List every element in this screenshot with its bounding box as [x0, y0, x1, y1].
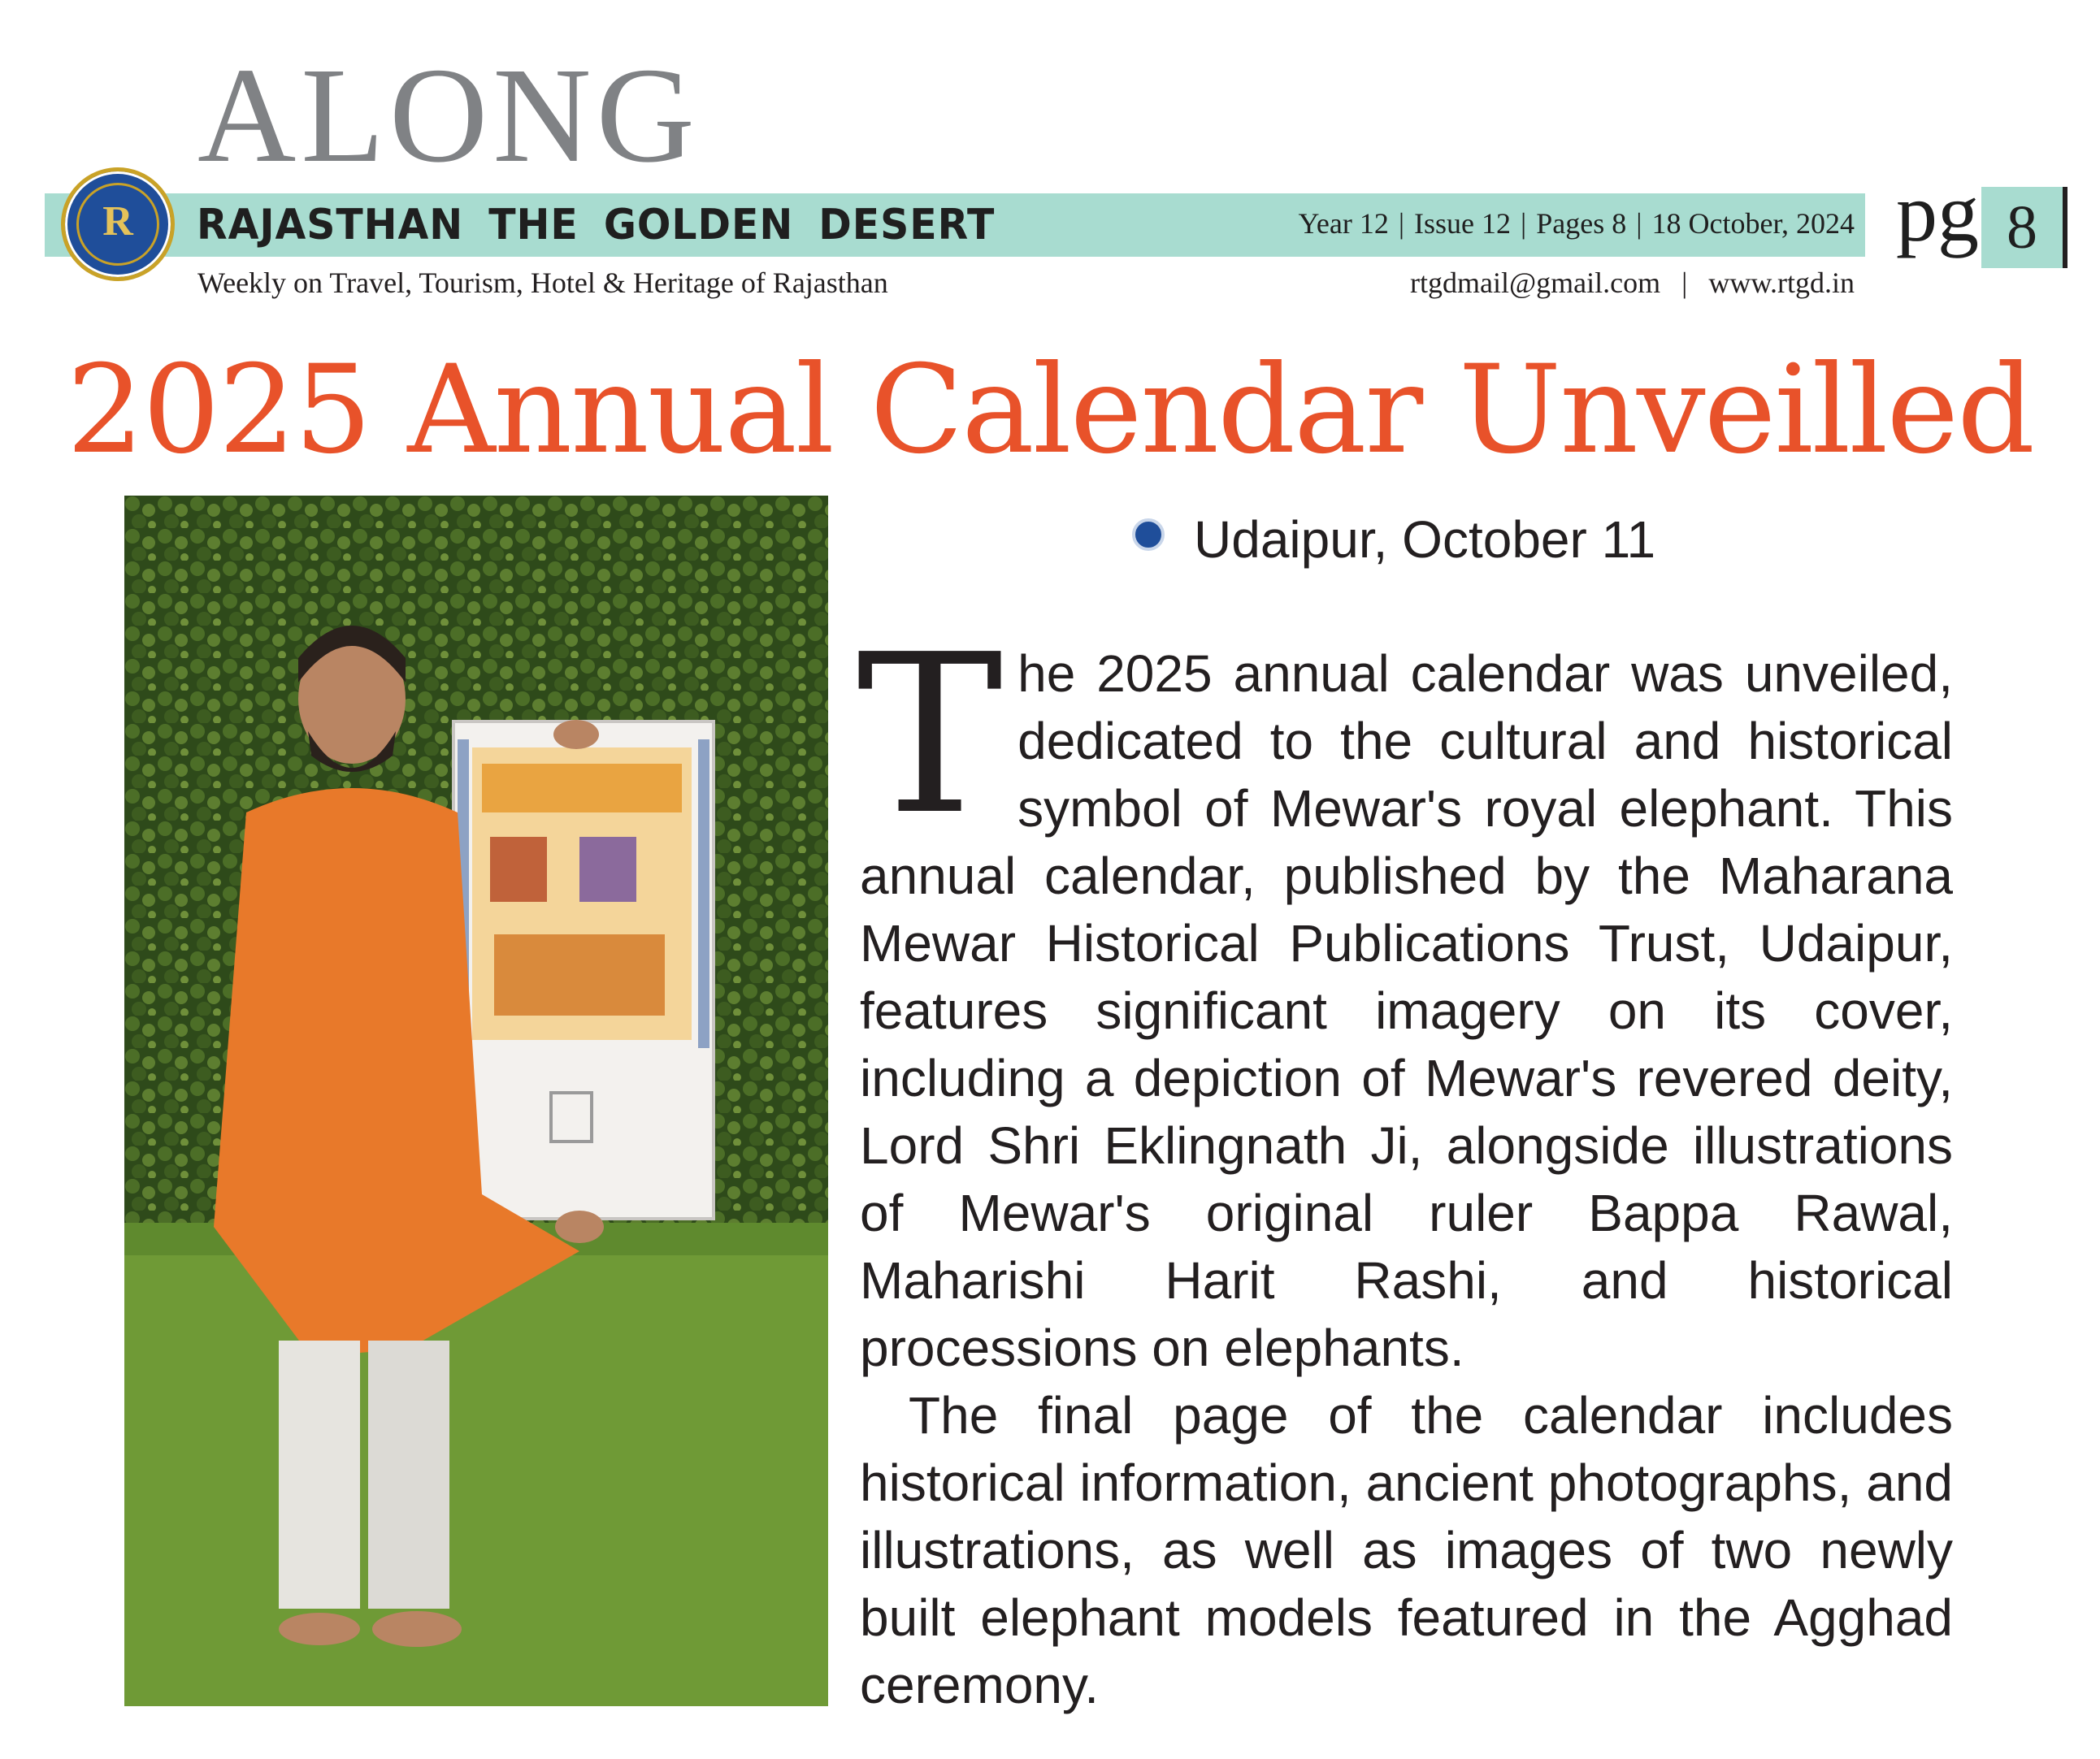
section-title: ALONG	[197, 40, 700, 191]
email-link[interactable]: rtgdmail@gmail.com	[1410, 266, 1661, 299]
bullet-icon	[1132, 518, 1165, 551]
paragraph-text: he 2025 annual calendar was unveiled, dedicated to the cultural and historical symbol of Mewar's royal elephant. This annual calendar, published by the Maharana Mewar Historical Publications Trust, Udaipur, features significant imagery on its cover, including a depiction of Mewar's revered deity, Lord Shri Eklingnath Ji, alongside illustrations of Mewar's original ruler Bappa Rawal, Maharishi Harit Rashi, and historical processions on elephants.	[860, 644, 1953, 1377]
dateline-text: Udaipur, October 11	[1194, 510, 1656, 569]
article-paragraph: The final page of the calendar includes historical information, ancient photographs, and illustrations, as well as images of two newly built elephant models featured in the Agghad ceremony.	[860, 1386, 1953, 1714]
issue-year: Year 12	[1298, 207, 1389, 240]
photo-illustration	[124, 496, 828, 1706]
page-label: pg	[1896, 167, 1979, 259]
logo-monogram: R	[102, 198, 133, 245]
article-body	[857, 607, 1953, 1719]
page-number-rule	[2063, 187, 2067, 268]
separator: |	[1398, 207, 1405, 240]
separator: |	[1681, 266, 1688, 299]
publication-logo	[61, 167, 175, 281]
article-headline: 2025 Annual Calendar Unveilled	[66, 340, 2034, 481]
website-link[interactable]: www.rtgd.in	[1708, 266, 1855, 299]
issue-pages: Pages 8	[1536, 207, 1627, 240]
issue-date: 18 October, 2024	[1651, 207, 1855, 240]
article-dateline	[1132, 509, 1655, 570]
article-paragraph	[857, 607, 1953, 1382]
article-photo	[124, 496, 828, 1706]
publication-name: RAJASTHAN THE GOLDEN DESERT	[197, 201, 996, 249]
page-number: 8	[1981, 187, 2063, 268]
separator: |	[1636, 207, 1642, 240]
drop-cap: T	[857, 607, 1004, 863]
contact-info	[1410, 264, 1855, 301]
separator: |	[1521, 207, 1527, 240]
tagline: Weekly on Travel, Tourism, Hotel & Heritage of Rajasthan	[197, 266, 888, 299]
issue-number: Issue 12	[1414, 207, 1512, 240]
issue-info	[1298, 205, 1855, 242]
